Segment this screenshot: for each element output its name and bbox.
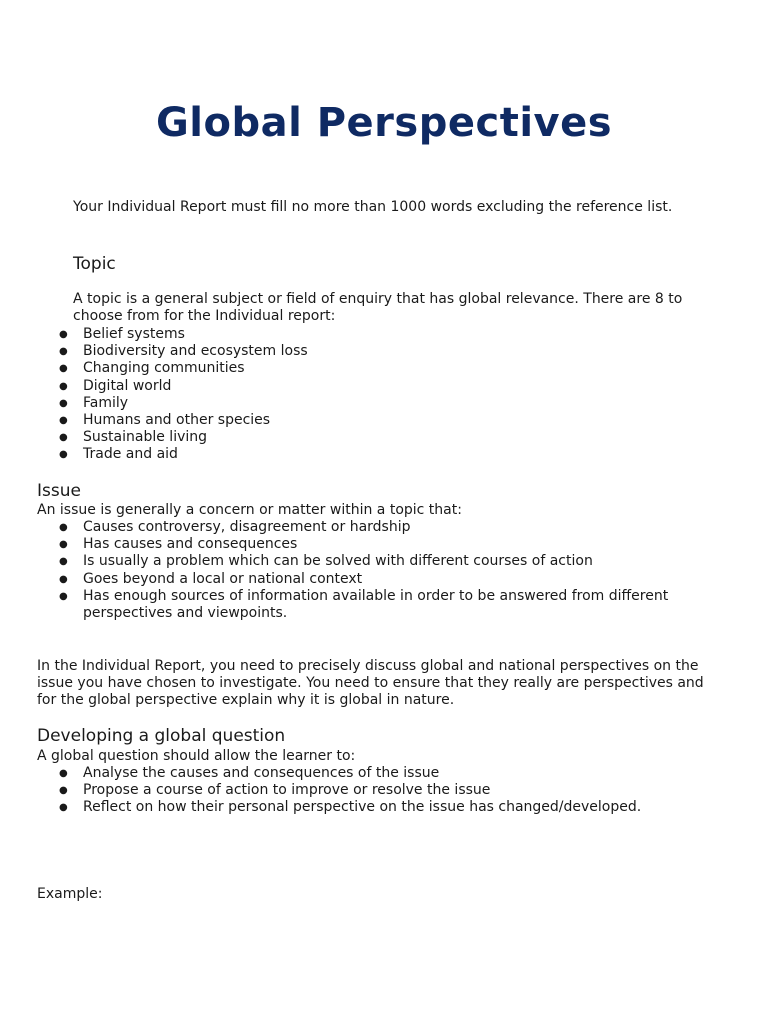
list-item: ● Belief systems	[37, 326, 737, 343]
intro-text: Your Individual Report must fill no more than 1000 words excluding the reference list.	[73, 199, 673, 215]
list-item: ● Changing communities	[37, 360, 737, 377]
topic-text: A topic is a general subject or field of enquiry that has global relevance. There are 8 to choose from for the Individual report:	[73, 291, 683, 325]
question-text: A global question should allow the learner to:	[37, 748, 356, 764]
list-item: ● Sustainable living	[37, 429, 737, 446]
perspectives-text: In the Individual Report, you need to precisely discuss global and national perspectives on the issue you have chosen to investigate. You need to ensure that they really are perspectives and for the global perspective explain why it is global in nature.	[37, 658, 704, 709]
list-item: ● Reflect on how their personal perspective on the issue has changed/developed.	[37, 799, 737, 816]
page-title: Global Perspectives	[155, 100, 613, 146]
list-item: ● Is usually a problem which can be solved with different courses of action	[37, 553, 737, 570]
topic-list	[37, 326, 737, 464]
list-item: ● Biodiversity and ecosystem loss	[37, 343, 737, 360]
list-item: ● Has enough sources of information available in order to be answered from different perspectives and viewpoints.	[37, 588, 737, 622]
list-item: ● Causes controversy, disagreement or hardship	[37, 519, 737, 536]
question-heading: Developing a global question	[37, 726, 286, 746]
issue-heading: Issue	[37, 481, 81, 501]
issue-list	[37, 519, 737, 622]
list-item: ● Has causes and consequences	[37, 536, 737, 553]
list-item: ● Trade and aid	[37, 446, 737, 463]
list-item: ● Goes beyond a local or national context	[37, 571, 737, 588]
example-label: Example:	[37, 886, 103, 902]
list-item: ● Family	[37, 395, 737, 412]
list-item: ● Analyse the causes and consequences of the issue	[37, 765, 737, 782]
list-item: ● Humans and other species	[37, 412, 737, 429]
list-item: ● Digital world	[37, 378, 737, 395]
issue-text: An issue is generally a concern or matter within a topic that:	[37, 502, 462, 518]
question-list	[37, 765, 737, 817]
topic-heading: Topic	[73, 254, 116, 274]
list-item: ● Propose a course of action to improve or resolve the issue	[37, 782, 737, 799]
